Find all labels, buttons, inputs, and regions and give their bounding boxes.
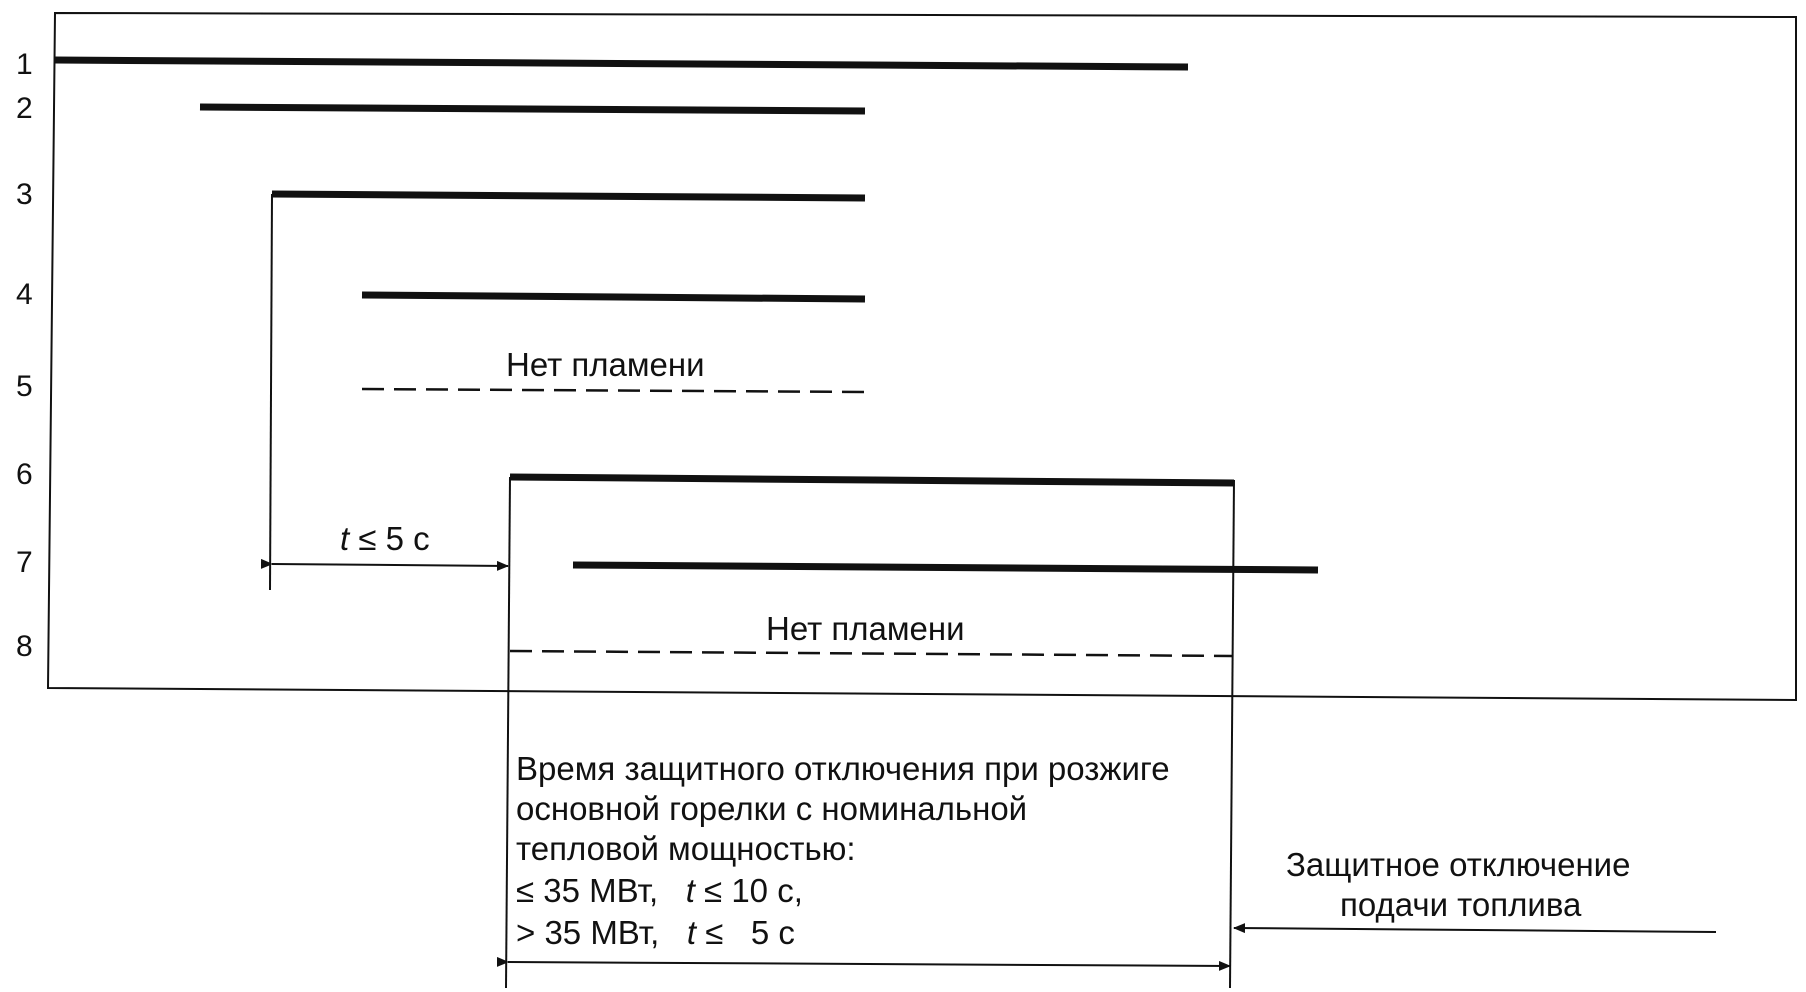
row-label-6: 6: [16, 458, 33, 491]
main-burner-start-marker: [506, 477, 510, 988]
interval-condition-text: ≤ 5 с: [349, 520, 430, 557]
safety-shutoff-line-2: подачи топлива: [1340, 886, 1582, 923]
main-burner-interval-arrow: [508, 962, 1230, 966]
row-label-4: 4: [16, 278, 33, 311]
main-burner-note-line-2: основной горелки с номинальной: [516, 790, 1028, 827]
signal-bar-3: [272, 194, 865, 198]
row-label-3: 3: [16, 178, 33, 211]
no-flame-label-lower: Нет пламени: [766, 610, 965, 647]
interval-condition-label: [340, 520, 430, 557]
main-burner-note-line-4-prefix: ≤ 35 МВт,: [516, 872, 686, 909]
row-label-7: 7: [16, 546, 33, 579]
shutoff-pointer-arrow: [1234, 928, 1716, 932]
main-burner-note-line-3: тепловой мощностью:: [516, 830, 856, 867]
interval-start-marker: [270, 194, 272, 590]
main-burner-note-line-5-t: t: [686, 914, 697, 951]
main-burner-note-line-4: [516, 872, 803, 909]
row-label-2: 2: [16, 92, 33, 125]
row-label-1: 1: [16, 48, 33, 81]
main-burner-note-line-4-t: t: [685, 872, 695, 909]
main-burner-note-line-5-suffix: ≤ 5 с: [696, 914, 795, 951]
diagram-frame: [48, 13, 1796, 700]
signal-bar-4: [362, 295, 865, 299]
interval-t-symbol: t: [340, 520, 350, 557]
main-burner-note-line-4-suffix: ≤ 10 с,: [694, 872, 803, 909]
shutoff-marker: [1230, 480, 1234, 988]
signal-bar-5-no-flame: [362, 389, 865, 392]
signal-bar-1: [55, 60, 1188, 67]
signal-bar-8-no-flame: [510, 651, 1232, 656]
signal-bar-6: [510, 477, 1234, 483]
row-label-5: 5: [16, 370, 33, 403]
signal-bar-7: [573, 565, 1318, 570]
signal-bar-2: [200, 107, 865, 111]
safety-shutoff-label: [1286, 846, 1630, 923]
main-burner-note: [516, 750, 1170, 951]
row-label-8: 8: [16, 630, 33, 663]
main-burner-note-line-1: Время защитного отключения при розжиге: [516, 750, 1170, 787]
interval-arrow: [272, 564, 508, 566]
safety-shutoff-line-1: Защитное отключение: [1286, 846, 1631, 883]
main-burner-note-line-5: [516, 914, 795, 951]
no-flame-label-upper: Нет пламени: [506, 346, 705, 383]
main-burner-note-line-5-prefix: > 35 МВт,: [516, 914, 687, 951]
